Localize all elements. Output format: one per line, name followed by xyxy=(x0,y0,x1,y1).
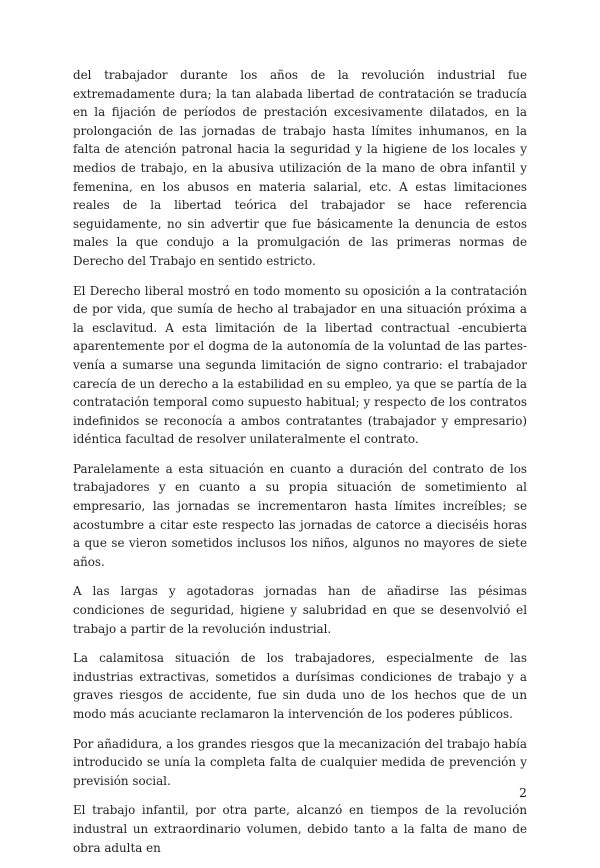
paragraph: El trabajo infantil, por otra parte, alcanzó en tiempos de la revolución industral un extraordinario volumen, debido tanto a la falta de mano de obra adulta en xyxy=(73,803,527,855)
paragraph: Paralelamente a esta situación en cuanto a duración del contrato de los trabajadores y en cuanto a su propia situación de sometimiento al empresario, las jornadas se incrementaron hasta límites increíbles; se acostumbre a citar este respecto las jornadas de catorce a dieciséis horas a que se vieron sometidos inclusos los niños, algunos no mayores de siete años. xyxy=(73,461,527,569)
paragraph: Por añadidura, a los grandes riesgos que la mecanización del trabajo había introducido se unía la completa falta de cualquier medida de prevención y previsión social. xyxy=(73,736,527,788)
paragraph: La calamitosa situación de los trabajadores, especialmente de las industrias extractivas, sometidos a durísimas condiciones de trabajo y a graves riesgos de accidente, fue sin duda uno de los hechos que de un modo más acuciante reclamaron la intervención de los poderes públicos. xyxy=(73,651,527,721)
page-number: 2 xyxy=(519,785,527,800)
body-text xyxy=(73,66,527,868)
paragraph: del trabajador durante los años de la revolución industrial fue extremadamente dura; la tan alabada libertad de contratación se traducía en la fijación de períodos de prestación excesivamente dilatados, en la prolongación de las jornadas de trabajo hasta límites inhumanos, en la falta de atención patronal hacia la seguridad y la higiene de los locales y medios de trabajo, en la abusiva utilización de la mano de obra infantil y femenina, en los abusos en materia salarial, etc. A estas limitaciones reales de la libertad teórica del trabajador se hace referencia seguidamente, no sin advertir que fue básicamente la denuncia de estos males la que condujo a la promulgación de las primeras normas de Derecho del Trabajo en sentido estricto. xyxy=(73,68,527,268)
paragraph: El Derecho liberal mostró en todo momento su oposición a la contratación de por vida, que sumía de hecho al trabajador en una situación próxima a la esclavitud. A esta limitación de la libertad contractual -encubierta aparentemente por el dogma de la autonomía de la voluntad de las partes- venía a sumarse una segunda limitación de signo contrario: el trabajador carecía de un derecho a la estabilidad en su empleo, ya que se partía de la contratación temporal como supuesto habitual; y respecto de los contratos indefinidos se reconocía a ambos contratantes (trabajador y empresario) idéntica facultad de resolver unilateralmente el contrato. xyxy=(73,283,527,447)
paragraph: A las largas y agotadoras jornadas han de añadirse las pésimas condiciones de seguridad, higiene y salubridad en que se desenvolvió el trabajo a partir de la revolución industrial. xyxy=(73,584,527,636)
